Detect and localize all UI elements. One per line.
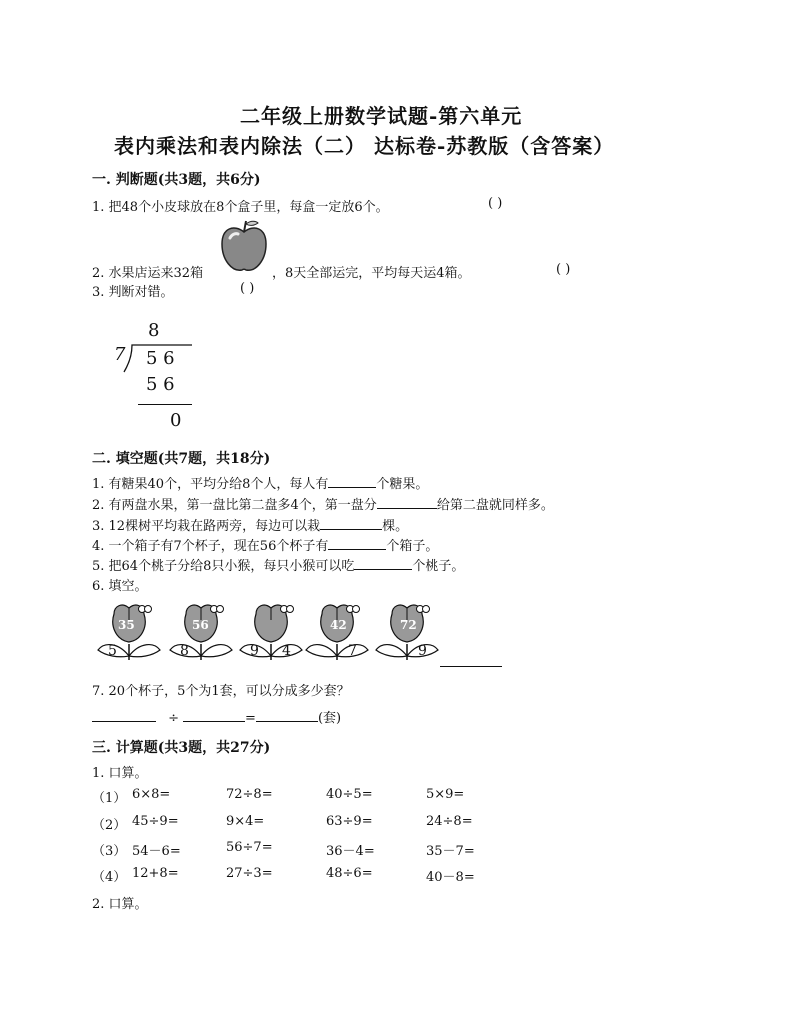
calc-item: 63÷9= xyxy=(326,814,373,829)
long-division xyxy=(108,320,208,435)
calc-item: 6×8= xyxy=(132,787,171,802)
section2-q1-text-b: 个糖果。 xyxy=(376,477,429,492)
division-remainder: 0 xyxy=(170,410,182,431)
section2-q4 xyxy=(92,535,438,554)
calc-item: 72÷8= xyxy=(226,787,273,802)
section2-q4-text-b: 个箱子。 xyxy=(386,539,439,554)
flower-1-left: 5 xyxy=(108,643,117,659)
division-product: 5 6 xyxy=(146,374,175,395)
section1-q1-answer-paren[interactable]: ( ) xyxy=(488,196,503,211)
section1-q2-part2: ，8天全部运完，平均每天运4箱。 xyxy=(272,266,471,281)
calc-item: 56÷7= xyxy=(226,840,273,855)
calc-item: 24÷8= xyxy=(426,814,473,829)
flower-5-right: 9 xyxy=(418,643,427,659)
calc-item: 35－7= xyxy=(426,844,475,859)
division-quotient: 8 xyxy=(148,320,160,341)
section2-q1 xyxy=(92,473,428,492)
section3-heading: 三. 计算题(共3题，共27分) xyxy=(92,740,271,756)
flower-3-right: 4 xyxy=(282,643,291,659)
calc-item: 40÷5= xyxy=(326,787,373,802)
calc-item: 45÷9= xyxy=(132,814,179,829)
section2-q3 xyxy=(92,515,408,534)
flower-1 xyxy=(96,600,162,662)
section2-q7-blank-3[interactable] xyxy=(256,707,318,722)
flower-5-center: 72 xyxy=(400,618,417,632)
calc-row-label: （1） xyxy=(92,791,127,806)
division-dividend: 5 6 xyxy=(146,348,175,369)
section2-q7-unit: (套) xyxy=(317,711,342,726)
page-title-line1: 二年级上册数学试题-第六单元 xyxy=(240,104,523,128)
section3-q2: 2. 口算。 xyxy=(92,897,148,912)
calc-item: 48÷6= xyxy=(326,866,373,881)
section2-q6: 6. 填空。 xyxy=(92,579,148,594)
calc-row-1 xyxy=(92,787,512,805)
section2-q4-blank[interactable] xyxy=(328,535,386,550)
section2-q4-text-a: 4. 一个箱子有7个杯子，现在56个杯子有 xyxy=(92,539,329,554)
flower-4-right: 7 xyxy=(348,643,357,659)
section2-q2-text-b: 给第二盘就同样多。 xyxy=(436,498,554,513)
calc-row-4 xyxy=(92,866,512,884)
flower-3-left: 9 xyxy=(250,643,259,659)
section2-q2 xyxy=(92,494,554,513)
section2-q1-text-a: 1. 有糖果40个，平均分给8个人，每人有 xyxy=(92,477,329,492)
calc-row-label: （2） xyxy=(92,818,127,833)
section2-q2-blank[interactable] xyxy=(377,494,437,509)
section2-q5-text-a: 5. 把64个桃子分给8只小猴，每只小猴可以吃 xyxy=(92,559,355,574)
section1-q3: 3. 判断对错。 xyxy=(92,285,174,300)
flower-2-center: 56 xyxy=(192,618,209,632)
section2-q7-div-sign: ÷ xyxy=(168,711,180,726)
section2-q7: 7. 20个杯子，5个为1套，可以分成多少套？ xyxy=(92,684,350,699)
section2-q3-text-b: 棵。 xyxy=(382,519,409,534)
division-rule xyxy=(138,404,192,405)
section2-heading: 二. 填空题(共7题，共18分) xyxy=(92,451,271,467)
calc-item: 27÷3= xyxy=(226,866,273,881)
calc-row-2 xyxy=(92,814,512,832)
calc-item: 54－6= xyxy=(132,844,181,859)
section2-q7-equation xyxy=(92,707,341,726)
section1-heading: 一. 判断题(共3题，共6分) xyxy=(92,172,261,188)
flower-3 xyxy=(238,600,304,662)
page-title-line2: 表内乘法和表内除法（二） 达标卷-苏教版（含答案） xyxy=(114,134,615,158)
flower-4 xyxy=(304,600,370,662)
flower-2 xyxy=(168,600,234,662)
section2-q5 xyxy=(92,555,464,574)
calc-row-label: （4） xyxy=(92,870,127,885)
calc-row-label: （3） xyxy=(92,844,127,859)
flower-2-left: 8 xyxy=(180,643,189,659)
section1-q1: 1. 把48个小皮球放在8个盒子里，每盒一定放6个。 xyxy=(92,200,389,215)
section2-q7-eq-sign: = xyxy=(245,711,256,726)
section2-q5-text-b: 个桃子。 xyxy=(412,559,465,574)
calc-row-3 xyxy=(92,840,512,858)
calc-item: 36－4= xyxy=(326,844,375,859)
flower-1-center: 35 xyxy=(118,618,135,632)
section2-q1-blank[interactable] xyxy=(328,473,376,488)
section1-q3-answer-paren[interactable]: ( ) xyxy=(240,281,255,296)
section1-q2-part1: 2. 水果店运来32箱 xyxy=(92,266,204,281)
section2-q3-text-a: 3. 12棵树平均栽在路两旁，每边可以栽 xyxy=(92,519,321,534)
section2-q3-blank[interactable] xyxy=(320,515,382,530)
calc-item: 9×4= xyxy=(226,814,265,829)
section1-q2-answer-paren[interactable]: ( ) xyxy=(556,262,571,277)
section2-q2-text-a: 2. 有两盘水果，第一盘比第二盘多4个，第一盘分 xyxy=(92,498,377,513)
section2-q6-blank[interactable] xyxy=(440,652,502,667)
calc-item: 12+8= xyxy=(132,866,179,881)
division-divisor: 7 xyxy=(114,344,126,365)
section2-q5-blank[interactable] xyxy=(354,555,412,570)
section3-q1: 1. 口算。 xyxy=(92,766,148,781)
flower-5 xyxy=(374,600,440,662)
section2-q7-blank-1[interactable] xyxy=(92,707,156,722)
flower-4-center: 42 xyxy=(330,618,347,632)
calc-item: 40－8= xyxy=(426,870,475,885)
section2-q7-blank-2[interactable] xyxy=(183,707,245,722)
calc-item: 5×9= xyxy=(426,787,465,802)
apple-icon xyxy=(218,218,270,274)
